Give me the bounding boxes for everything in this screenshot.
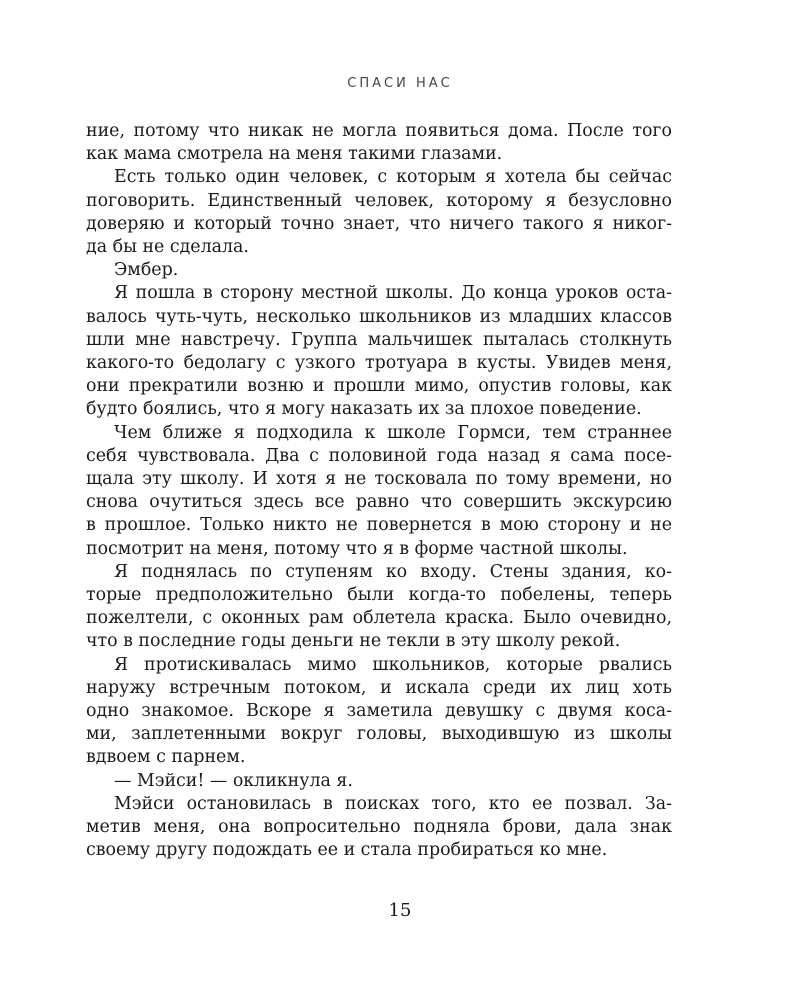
text-line: пожелтели, с оконных рам облетела краска. Было очевидно, (86, 608, 672, 629)
text-line: — Мэйси! — окликнула я. (114, 770, 353, 791)
text-line: вдвоем с парнем. (86, 747, 246, 768)
text-line: снова очутиться здесь все равно что совершить экскурсию (86, 492, 672, 513)
text-line: шли мне навстречу. Группа мальчишек пыталась столкнуть (86, 329, 672, 350)
text-line: Есть только один человек, с которым я хотела бы сейчас (114, 167, 672, 188)
text-line: наружу встречным потоком, и искала среди их лиц хоть (86, 677, 672, 698)
text-line: одно знакомое. Вскоре я заметила девушку с двумя коса- (86, 701, 672, 722)
page-number: 15 (388, 900, 412, 921)
text-line: своему другу подождать ее и стала пробираться ко мне. (86, 840, 608, 861)
text-line: они прекратили возню и прошли мимо, опустив головы, как (86, 376, 672, 397)
text-line: посмотрит на меня, потому что я в форме частной школы. (86, 538, 628, 559)
text-line: будто боялись, что я могу наказать их за плохое поведение. (86, 399, 642, 420)
text-line: ние, потому что никак не могла появиться дома. После того (86, 121, 672, 141)
text-line: в прошлое. Только никто не повернется в мою сторону и не (86, 515, 672, 536)
text-line: Мэйси остановилась в поисках того, кто ее позвал. За- (114, 793, 672, 814)
text-line: Я поднялась по ступеням ко входу. Стены здания, ко- (114, 561, 672, 582)
text-line: метив меня, она вопросительно подняла брови, дала знак (86, 817, 672, 838)
text-line: себя чувствовала. Два с половиной года назад я сама посе- (86, 445, 672, 466)
text-line: доверяю и который точно знает, что ничего такого я никог- (86, 213, 672, 234)
text-line: Эмбер. (114, 260, 179, 281)
text-line: Чем ближе я подходила к школе Гормси, тем страннее (114, 422, 672, 443)
text-line: какого-то бедолагу с узкого тротуара в кусты. Увидев меня, (86, 353, 672, 374)
text-line: поговорить. Единственный человек, которому я безусловно (86, 190, 672, 211)
body-text (86, 120, 672, 863)
text-line: ми, заплетенными вокруг головы, выходившую из школы (86, 724, 672, 745)
text-line: как мама смотрела на меня такими глазами. (86, 144, 503, 165)
text-line: торые предположительно были когда-то побелены, теперь (86, 585, 672, 606)
text-line: Я пошла в сторону местной школы. До конца уроков оста- (114, 283, 672, 304)
text-line: щала эту школу. И хотя я не тосковала по тому времени, но (86, 469, 672, 490)
running-header: СПАСИ НАС (347, 76, 453, 91)
text-line: Я протискивалась мимо школьников, которые рвались (114, 654, 672, 675)
text-line: что в последние годы деньги не текли в эту школу рекой. (86, 631, 621, 652)
text-line: валось чуть-чуть, несколько школьников из младших классов (86, 306, 672, 327)
text-line: да бы не сделала. (86, 237, 249, 258)
